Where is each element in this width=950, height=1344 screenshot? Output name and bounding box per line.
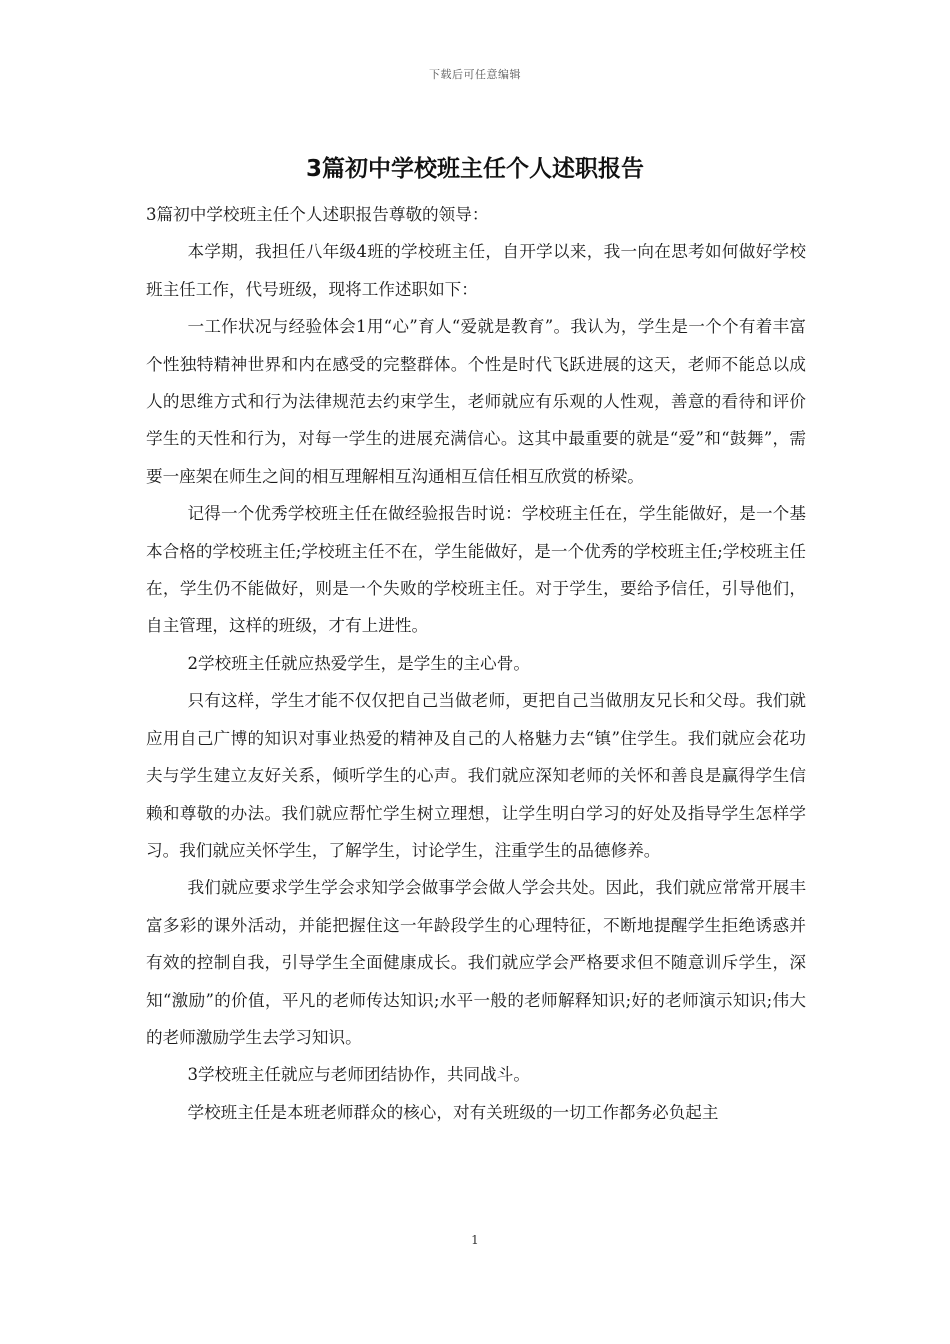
body-paragraph: 一工作状况与经验体会1用“心”育人“爱就是教育”。我认为，学生是一个个有着丰富个性独特精神世界和内在感受的完整群体。个性是时代飞跃进展的这天，老师不能总以成人的思维方式和行为法律规范去约束学生，老师就应有乐观的人性观，善意的看待和评价学生的天性和行为，对每一学生的进展充满信心。这其中最重要的就是“爱”和“鼓舞”，需要一座架在师生之间的相互理解相互沟通相互信任相互欣赏的桥梁。: [146, 317, 806, 486]
document-title: 3篇初中学校班主任个人述职报告: [305, 156, 644, 182]
body-paragraph: 学校班主任是本班老师群众的核心，对有关班级的一切工作都务必负起主: [187, 1102, 719, 1122]
body-paragraph: 本学期，我担任八年级4班的学校班主任，自开学以来，我一向在思考如何做好学校班主任工作，代号班级，现将工作述职如下：: [146, 242, 806, 299]
page-number: 1: [471, 1233, 479, 1247]
section-heading-paragraph: 3学校班主任就应与老师团结协作，共同战斗。: [187, 1065, 530, 1085]
body-paragraph: 只有这样，学生才能不仅仅把自己当做老师，更把自己当做朋友兄长和父母。我们就应用自己广博的知识对事业热爱的精神及自己的人格魅力去“镇”住学生。我们就应会花功夫与学生建立友好关系，倾听学生的心声。我们就应深知老师的关怀和善良是赢得学生信赖和尊敬的办法。我们就应帮忙学生树立理想，让学生明白学习的好处及指导学生怎样学习。我们就应关怀学生，了解学生，讨论学生，注重学生的品德修养。: [146, 691, 806, 860]
body-paragraph: 我们就应要求学生学会求知学会做事学会做人学会共处。因此，我们就应常常开展丰富多彩的课外活动，并能把握住这一年龄段学生的心理特征，不断地提醒学生拒绝诱惑并有效的控制自我，引导学生全面健康成长。我们就应学会严格要求但不随意训斥学生，深知“激励”的价值，平凡的老师传达知识;水平一般的老师解释知识;好的老师演示知识;伟大的老师激励学生去学习知识。: [146, 878, 806, 1047]
section-heading-paragraph: 2学校班主任就应热爱学生，是学生的主心骨。: [187, 653, 530, 673]
document-body: [146, 196, 806, 1131]
body-paragraph: 记得一个优秀学校班主任在做经验报告时说：学校班主任在，学生能做好，是一个基本合格的学校班主任;学校班主任不在，学生能做好，是一个优秀的学校班主任;学校班主任在，学生仍不能做好，则是一个失败的学校班主任。对于学生，要给予信任，引导他们，自主管理，这样的班级，才有上进性。: [146, 504, 806, 636]
salutation-paragraph: 3篇初中学校班主任个人述职报告尊敬的领导：: [146, 205, 489, 224]
page-header-note: 下载后可任意编辑: [429, 68, 521, 81]
